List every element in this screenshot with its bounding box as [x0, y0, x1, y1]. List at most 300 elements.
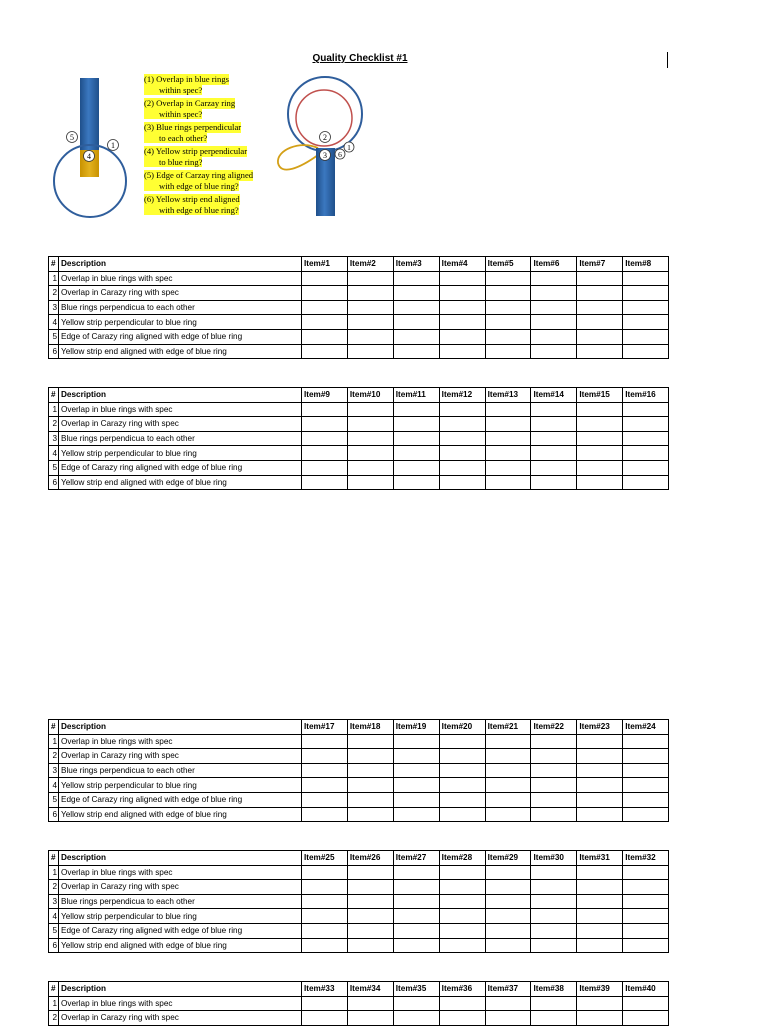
check-cell[interactable] [439, 344, 485, 359]
col-header-item: Item#12 [439, 388, 485, 403]
col-header-item: Item#7 [577, 257, 623, 272]
check-cell[interactable] [393, 431, 439, 446]
col-header-item: Item#6 [531, 257, 577, 272]
check-cell[interactable] [393, 446, 439, 461]
check-cell[interactable] [439, 300, 485, 315]
check-cell[interactable] [302, 792, 348, 807]
check-cell[interactable] [393, 460, 439, 475]
check-cell[interactable] [531, 417, 577, 432]
check-cell[interactable] [347, 749, 393, 764]
check-cell[interactable] [347, 880, 393, 895]
table-row [49, 300, 669, 315]
col-header-item: Item#4 [439, 257, 485, 272]
check-cell[interactable] [485, 431, 531, 446]
check-cell[interactable] [577, 763, 623, 778]
check-cell[interactable] [623, 807, 669, 822]
check-cell[interactable] [577, 880, 623, 895]
check-cell[interactable] [577, 749, 623, 764]
check-cell[interactable] [577, 1011, 623, 1026]
check-cell[interactable] [393, 271, 439, 286]
check-cell[interactable] [393, 475, 439, 490]
col-header-item: Item#8 [623, 257, 669, 272]
check-cell[interactable] [393, 894, 439, 909]
check-cell[interactable] [531, 402, 577, 417]
check-cell[interactable] [393, 315, 439, 330]
check-cell[interactable] [531, 909, 577, 924]
row-description: Yellow strip perpendicular to blue ring [59, 446, 302, 461]
check-cell[interactable] [485, 460, 531, 475]
check-cell[interactable] [531, 446, 577, 461]
check-cell[interactable] [302, 402, 348, 417]
check-cell[interactable] [393, 763, 439, 778]
check-cell[interactable] [485, 734, 531, 749]
check-cell[interactable] [485, 763, 531, 778]
check-cell[interactable] [531, 344, 577, 359]
check-cell[interactable] [577, 475, 623, 490]
check-cell[interactable] [531, 271, 577, 286]
check-cell[interactable] [393, 300, 439, 315]
check-cell[interactable] [623, 286, 669, 301]
check-cell[interactable] [577, 344, 623, 359]
col-header-item: Item#27 [393, 851, 439, 866]
check-cell[interactable] [439, 329, 485, 344]
check-cell[interactable] [302, 880, 348, 895]
table-row [49, 417, 669, 432]
check-cell[interactable] [393, 329, 439, 344]
check-cell[interactable] [439, 923, 485, 938]
check-cell[interactable] [302, 778, 348, 793]
callout-3 [320, 150, 331, 161]
row-description: Edge of Carazy ring aligned with edge of blue ring [59, 792, 302, 807]
check-cell[interactable] [347, 329, 393, 344]
col-header-item: Item#24 [623, 720, 669, 735]
col-header-item: Item#3 [393, 257, 439, 272]
check-cell[interactable] [439, 894, 485, 909]
check-cell[interactable] [347, 431, 393, 446]
check-cell[interactable] [439, 807, 485, 822]
check-cell[interactable] [485, 475, 531, 490]
check-cell[interactable] [347, 938, 393, 953]
row-number: 1 [49, 402, 59, 417]
check-cell[interactable] [393, 792, 439, 807]
check-cell[interactable] [347, 417, 393, 432]
svg-text:5: 5 [70, 133, 74, 142]
check-cell[interactable] [302, 460, 348, 475]
check-cell[interactable] [577, 865, 623, 880]
check-cell[interactable] [623, 329, 669, 344]
check-cell[interactable] [439, 865, 485, 880]
table-row [49, 778, 669, 793]
check-cell[interactable] [439, 938, 485, 953]
check-cell[interactable] [577, 329, 623, 344]
row-description: Overlap in blue rings with spec [59, 996, 302, 1011]
check-cell[interactable] [302, 446, 348, 461]
check-cell[interactable] [347, 460, 393, 475]
check-cell[interactable] [347, 807, 393, 822]
check-cell[interactable] [347, 778, 393, 793]
callout-1-right [344, 142, 354, 152]
check-cell[interactable] [577, 938, 623, 953]
check-cell[interactable] [577, 417, 623, 432]
check-cell[interactable] [485, 329, 531, 344]
check-cell[interactable] [485, 286, 531, 301]
check-cell[interactable] [302, 923, 348, 938]
check-cell[interactable] [623, 996, 669, 1011]
check-cell[interactable] [531, 1011, 577, 1026]
check-cell[interactable] [485, 894, 531, 909]
check-cell[interactable] [577, 894, 623, 909]
svg-text:1: 1 [347, 143, 351, 152]
check-cell[interactable] [485, 271, 531, 286]
check-cell[interactable] [531, 807, 577, 822]
check-cell[interactable] [485, 315, 531, 330]
check-cell[interactable] [439, 271, 485, 286]
col-header-item: Item#16 [623, 388, 669, 403]
check-cell[interactable] [623, 894, 669, 909]
check-cell[interactable] [577, 923, 623, 938]
check-cell[interactable] [485, 938, 531, 953]
row-description: Overlap in Carazy ring with spec [59, 749, 302, 764]
check-cell[interactable] [393, 1011, 439, 1026]
row-number: 4 [49, 446, 59, 461]
check-cell[interactable] [577, 807, 623, 822]
check-cell[interactable] [623, 417, 669, 432]
row-number: 2 [49, 286, 59, 301]
check-cell[interactable] [577, 460, 623, 475]
check-cell[interactable] [302, 286, 348, 301]
check-cell[interactable] [439, 880, 485, 895]
check-cell[interactable] [623, 431, 669, 446]
row-number: 1 [49, 865, 59, 880]
check-cell[interactable] [577, 300, 623, 315]
table-row [49, 865, 669, 880]
check-cell[interactable] [393, 344, 439, 359]
check-cell[interactable] [531, 996, 577, 1011]
check-cell[interactable] [347, 1011, 393, 1026]
check-cell[interactable] [485, 792, 531, 807]
check-cell[interactable] [393, 865, 439, 880]
check-cell[interactable] [623, 865, 669, 880]
check-cell[interactable] [439, 749, 485, 764]
check-cell[interactable] [531, 460, 577, 475]
check-cell[interactable] [439, 734, 485, 749]
check-cell[interactable] [485, 996, 531, 1011]
check-cell[interactable] [347, 315, 393, 330]
table-row [49, 286, 669, 301]
svg-text:6: 6 [338, 150, 342, 159]
check-cell[interactable] [439, 909, 485, 924]
check-cell[interactable] [531, 923, 577, 938]
check-cell[interactable] [347, 446, 393, 461]
row-description: Yellow strip end aligned with edge of blue ring [59, 344, 302, 359]
check-cell[interactable] [531, 475, 577, 490]
col-header-item: Item#13 [485, 388, 531, 403]
check-cell[interactable] [531, 300, 577, 315]
check-cell[interactable] [439, 417, 485, 432]
check-cell[interactable] [485, 778, 531, 793]
row-description: Overlap in blue rings with spec [59, 734, 302, 749]
check-cell[interactable] [623, 446, 669, 461]
check-cell[interactable] [577, 402, 623, 417]
check-cell[interactable] [393, 778, 439, 793]
check-cell[interactable] [623, 271, 669, 286]
row-number: 4 [49, 778, 59, 793]
col-header-item: Item#38 [531, 982, 577, 997]
row-description: Yellow strip end aligned with edge of blue ring [59, 938, 302, 953]
check-cell[interactable] [393, 734, 439, 749]
row-number: 4 [49, 909, 59, 924]
check-cell[interactable] [623, 402, 669, 417]
check-cell[interactable] [439, 778, 485, 793]
check-cell[interactable] [485, 749, 531, 764]
check-cell[interactable] [623, 315, 669, 330]
check-cell[interactable] [485, 909, 531, 924]
row-description: Overlap in blue rings with spec [59, 271, 302, 286]
check-cell[interactable] [485, 865, 531, 880]
row-description: Overlap in blue rings with spec [59, 865, 302, 880]
check-cell[interactable] [623, 763, 669, 778]
check-cell[interactable] [623, 792, 669, 807]
check-cell[interactable] [302, 763, 348, 778]
check-cell[interactable] [485, 880, 531, 895]
check-cell[interactable] [393, 807, 439, 822]
table-row [49, 792, 669, 807]
check-cell[interactable] [577, 271, 623, 286]
check-cell[interactable] [439, 792, 485, 807]
check-cell[interactable] [393, 749, 439, 764]
check-cell[interactable] [531, 865, 577, 880]
row-description: Yellow strip end aligned with edge of blue ring [59, 807, 302, 822]
row-number: 3 [49, 300, 59, 315]
check-cell[interactable] [347, 271, 393, 286]
table-row [49, 909, 669, 924]
svg-text:3: 3 [323, 151, 327, 160]
callout-5 [67, 132, 78, 143]
check-cell[interactable] [439, 1011, 485, 1026]
table-row [49, 329, 669, 344]
check-cell[interactable] [577, 909, 623, 924]
check-cell[interactable] [623, 880, 669, 895]
check-cell[interactable] [302, 300, 348, 315]
check-cell[interactable] [623, 923, 669, 938]
col-header-description: Description [59, 982, 302, 997]
check-cell[interactable] [393, 417, 439, 432]
check-cell[interactable] [347, 996, 393, 1011]
col-header-item: Item#11 [393, 388, 439, 403]
check-cell[interactable] [393, 923, 439, 938]
col-header-num: # [49, 388, 59, 403]
col-header-num: # [49, 851, 59, 866]
check-cell[interactable] [439, 996, 485, 1011]
table-row [49, 807, 669, 822]
check-cell[interactable] [347, 909, 393, 924]
check-cell[interactable] [439, 475, 485, 490]
check-cell[interactable] [439, 286, 485, 301]
col-header-item: Item#25 [302, 851, 348, 866]
check-cell[interactable] [347, 792, 393, 807]
check-cell[interactable] [302, 431, 348, 446]
check-cell[interactable] [531, 792, 577, 807]
check-cell[interactable] [302, 749, 348, 764]
check-cell[interactable] [347, 923, 393, 938]
check-cell[interactable] [577, 734, 623, 749]
note-6: (6) Yellow strip end aligned with edge of blue ring? [144, 194, 240, 215]
check-cell[interactable] [485, 923, 531, 938]
check-cell[interactable] [623, 734, 669, 749]
row-description: Overlap in Carazy ring with spec [59, 1011, 302, 1026]
check-cell[interactable] [302, 734, 348, 749]
col-header-item: Item#1 [302, 257, 348, 272]
row-description: Yellow strip end aligned with edge of blue ring [59, 475, 302, 490]
check-cell[interactable] [531, 778, 577, 793]
row-description: Yellow strip perpendicular to blue ring [59, 778, 302, 793]
check-cell[interactable] [577, 996, 623, 1011]
check-cell[interactable] [485, 417, 531, 432]
check-cell[interactable] [302, 344, 348, 359]
row-number: 1 [49, 734, 59, 749]
check-cell[interactable] [302, 865, 348, 880]
check-cell[interactable] [393, 402, 439, 417]
col-header-item: Item#17 [302, 720, 348, 735]
check-cell[interactable] [439, 460, 485, 475]
row-number: 1 [49, 996, 59, 1011]
check-cell[interactable] [623, 475, 669, 490]
check-cell[interactable] [302, 894, 348, 909]
check-cell[interactable] [302, 329, 348, 344]
col-header-item: Item#40 [623, 982, 669, 997]
check-cell[interactable] [439, 763, 485, 778]
check-cell[interactable] [439, 446, 485, 461]
check-cell[interactable] [302, 909, 348, 924]
check-cell[interactable] [623, 938, 669, 953]
check-cell[interactable] [531, 749, 577, 764]
row-number: 6 [49, 344, 59, 359]
check-cell[interactable] [302, 271, 348, 286]
check-cell[interactable] [485, 402, 531, 417]
col-header-item: Item#32 [623, 851, 669, 866]
check-cell[interactable] [577, 286, 623, 301]
table-row [49, 446, 669, 461]
callout-1 [108, 140, 119, 151]
table-row [49, 894, 669, 909]
col-header-item: Item#36 [439, 982, 485, 997]
check-cell[interactable] [531, 315, 577, 330]
check-cell[interactable] [347, 763, 393, 778]
ring-assembly-diagram [0, 0, 768, 240]
check-cell[interactable] [623, 344, 669, 359]
check-cell[interactable] [623, 778, 669, 793]
blue-strip [80, 78, 99, 150]
row-number: 2 [49, 417, 59, 432]
check-cell[interactable] [485, 1011, 531, 1026]
row-description: Blue rings perpendicua to each other [59, 763, 302, 778]
check-cell[interactable] [623, 460, 669, 475]
check-cell[interactable] [302, 1011, 348, 1026]
col-header-item: Item#14 [531, 388, 577, 403]
check-cell[interactable] [347, 475, 393, 490]
check-cell[interactable] [531, 880, 577, 895]
col-header-item: Item#39 [577, 982, 623, 997]
col-header-item: Item#31 [577, 851, 623, 866]
col-header-item: Item#22 [531, 720, 577, 735]
check-cell[interactable] [302, 417, 348, 432]
check-cell[interactable] [439, 431, 485, 446]
check-cell[interactable] [577, 446, 623, 461]
check-cell[interactable] [623, 749, 669, 764]
row-number: 2 [49, 1011, 59, 1026]
check-cell[interactable] [302, 475, 348, 490]
row-description: Overlap in Carazy ring with spec [59, 880, 302, 895]
check-cell[interactable] [393, 286, 439, 301]
row-description: Overlap in blue rings with spec [59, 402, 302, 417]
check-cell[interactable] [439, 402, 485, 417]
check-cell[interactable] [302, 807, 348, 822]
check-cell[interactable] [485, 446, 531, 461]
check-cell[interactable] [485, 807, 531, 822]
col-header-item: Item#21 [485, 720, 531, 735]
check-cell[interactable] [347, 344, 393, 359]
check-cell[interactable] [393, 880, 439, 895]
check-cell[interactable] [347, 402, 393, 417]
check-cell[interactable] [531, 894, 577, 909]
check-cell[interactable] [302, 996, 348, 1011]
check-cell[interactable] [531, 938, 577, 953]
check-cell[interactable] [623, 300, 669, 315]
check-cell[interactable] [531, 286, 577, 301]
check-cell[interactable] [577, 778, 623, 793]
check-cell[interactable] [347, 286, 393, 301]
check-cell[interactable] [347, 734, 393, 749]
check-cell[interactable] [347, 300, 393, 315]
check-cell[interactable] [302, 938, 348, 953]
check-cell[interactable] [393, 909, 439, 924]
table-row [49, 734, 669, 749]
col-header-item: Item#10 [347, 388, 393, 403]
check-cell[interactable] [531, 763, 577, 778]
check-cell[interactable] [393, 938, 439, 953]
check-cell[interactable] [577, 792, 623, 807]
row-number: 2 [49, 749, 59, 764]
check-cell[interactable] [347, 865, 393, 880]
col-header-description: Description [59, 851, 302, 866]
header-row [49, 388, 669, 403]
check-cell[interactable] [623, 1011, 669, 1026]
check-cell[interactable] [439, 315, 485, 330]
row-number: 3 [49, 763, 59, 778]
check-cell[interactable] [347, 894, 393, 909]
check-cell[interactable] [531, 431, 577, 446]
row-description: Yellow strip perpendicular to blue ring [59, 909, 302, 924]
check-cell[interactable] [485, 300, 531, 315]
checklist-table-3 [48, 719, 669, 822]
check-cell[interactable] [531, 734, 577, 749]
svg-text:2: 2 [323, 133, 327, 142]
table-row [49, 460, 669, 475]
check-cell[interactable] [623, 909, 669, 924]
col-header-item: Item#19 [393, 720, 439, 735]
svg-text:1: 1 [111, 141, 115, 150]
col-header-item: Item#18 [347, 720, 393, 735]
check-cell[interactable] [302, 315, 348, 330]
check-cell[interactable] [393, 996, 439, 1011]
check-cell[interactable] [531, 329, 577, 344]
col-header-item: Item#30 [531, 851, 577, 866]
check-cell[interactable] [577, 431, 623, 446]
row-description: Edge of Carazy ring aligned with edge of blue ring [59, 460, 302, 475]
header-row [49, 982, 669, 997]
check-cell[interactable] [577, 315, 623, 330]
check-cell[interactable] [485, 344, 531, 359]
